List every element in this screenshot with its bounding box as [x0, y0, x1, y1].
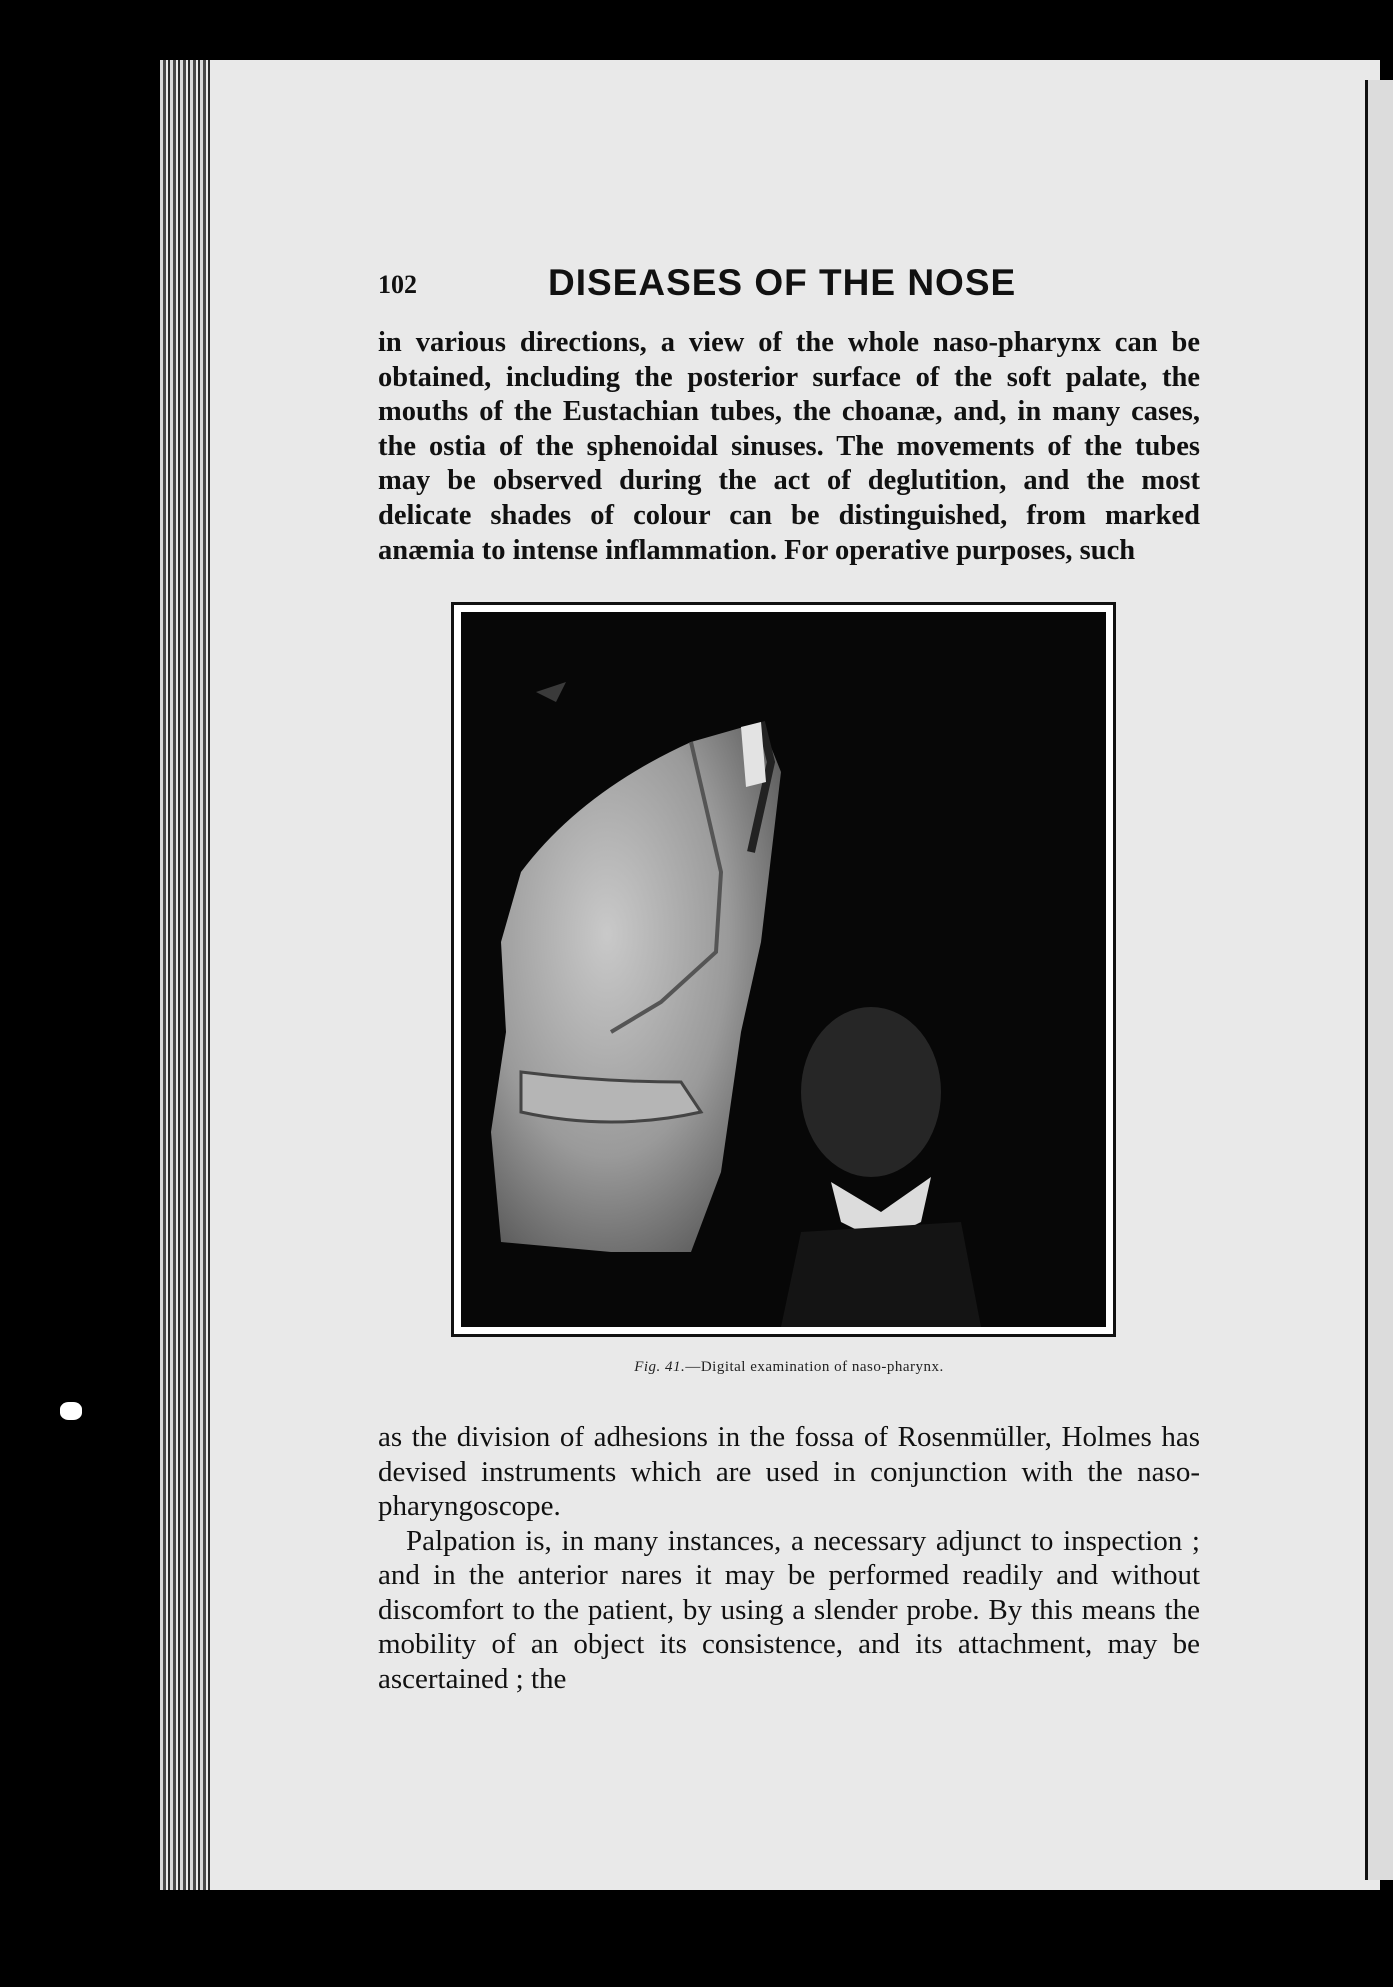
scan-speck [60, 1402, 82, 1420]
page-header [378, 262, 1198, 308]
figure-caption [378, 1359, 1200, 1376]
figure-frame [451, 602, 1116, 1337]
paragraph: Palpation is, in many instances, a necessary adjunct to inspection ; and in the anterior nares it may be performed readily and without discomfort to the patient, by using a slender probe. By this means the mobility of an object its consistence, and its attachment, may be ascertained ; the [378, 1524, 1200, 1695]
figure-label: Fig. 41. [634, 1359, 686, 1375]
paragraph: as the division of adhesions in the fossa of Rosenmüller, Holmes has devised instruments which are used in conjunction with the naso-pharyngoscope. [378, 1421, 1200, 1522]
body-text-top [378, 326, 1200, 568]
photo-illustration [461, 612, 1106, 1327]
running-title: DISEASES OF THE NOSE [548, 262, 1017, 303]
facing-page-edge [1365, 80, 1393, 1880]
paragraph: in various directions, a view of the whole naso-pharynx can be obtained, including the posterior surface of the soft palate, the mouths of the Eustachian tubes, the choanæ, and, in many cases, the ostia of the sphenoidal sinuses. The movements of the tubes may be observed during the act of deglutition, and the most delicate shades of colour can be distinguished, from marked anæmia to intense inflammation. For operative purposes, such [378, 327, 1200, 566]
body-text-bottom [378, 1420, 1200, 1696]
page-number: 102 [378, 270, 417, 299]
figure-caption-text: —Digital examination of naso-pharynx. [685, 1359, 944, 1375]
figure-photograph [461, 612, 1106, 1327]
